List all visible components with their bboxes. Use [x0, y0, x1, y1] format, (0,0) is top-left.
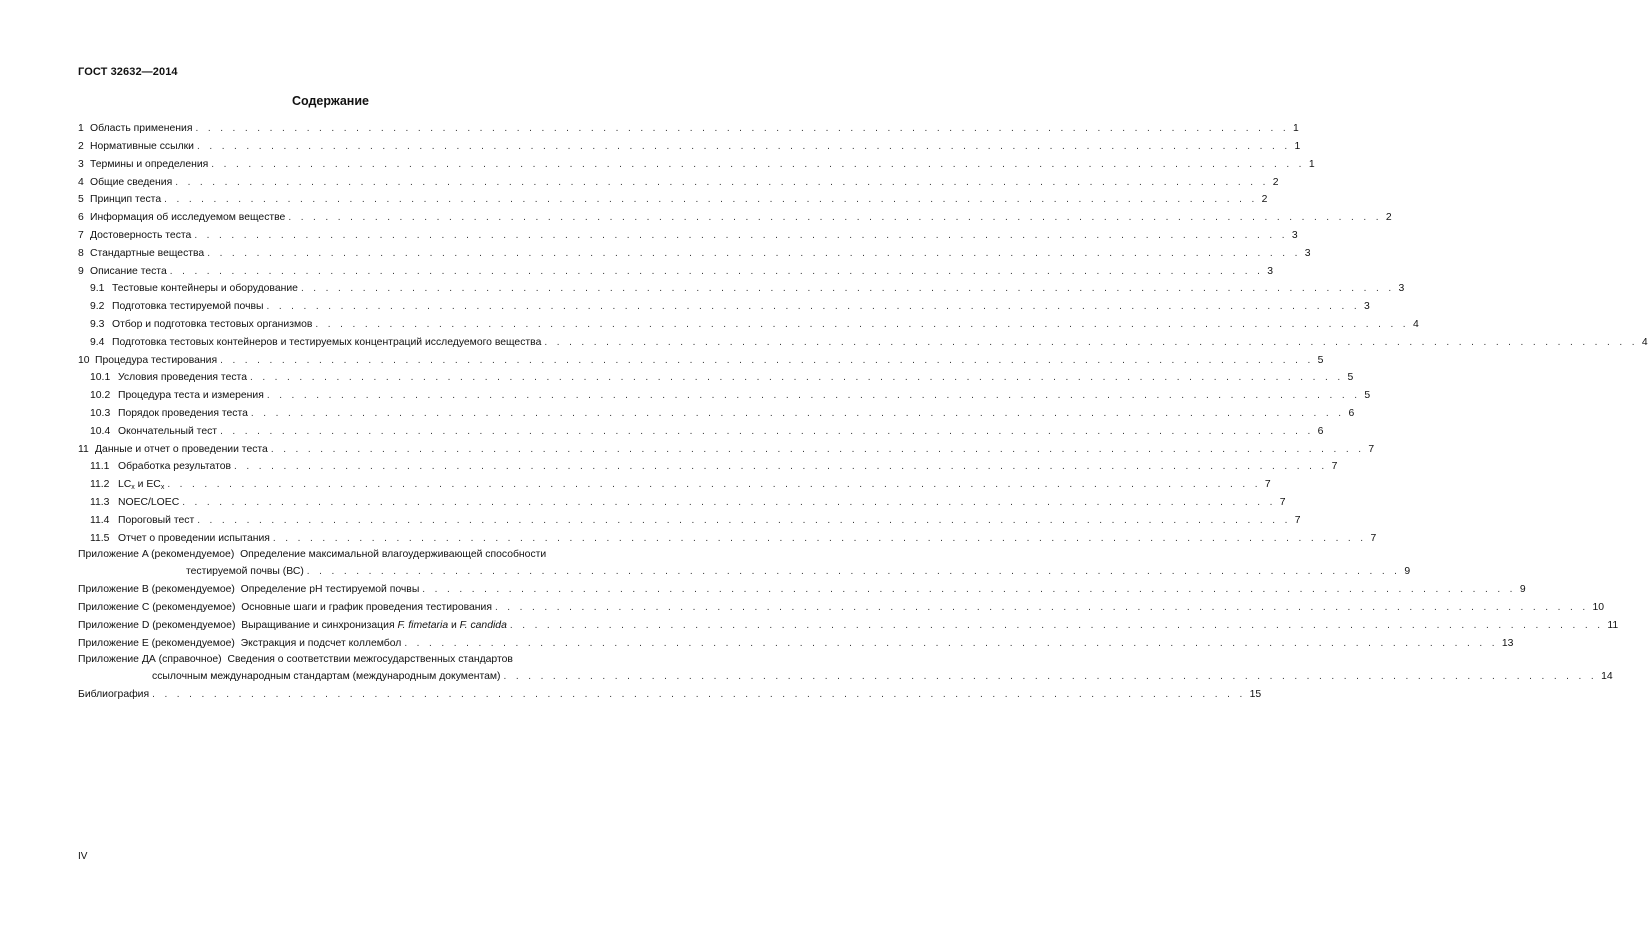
annex-entry-c[interactable]: Приложение C (рекомендуемое) Основные шаги и график проведения тестирования . . . . . . . . . . . . . . . . . . . . . . . . . . . . . . . . . . . . . . . . . . . . . . . . . . . . . . . . . . . . . . . . . . . . . . . . . . . . . . . . . . . . . . . . . 10	[78, 602, 1605, 613]
page-number: 14	[1601, 671, 1613, 682]
toc-entry[interactable]: 8 Стандартные вещества . . . . . . . . . . . . . . . . . . . . . . . . . . . . . . . . . . . . . . . . . . . . . . . . . . . . . . . . . . . . . . . . . . . . . . . . . . . . . . . . . . . . . . . . . 3	[78, 248, 1311, 259]
toc-entry[interactable]: 11.3 NOEC/LOEC . . . . . . . . . . . . . . . . . . . . . . . . . . . . . . . . . . . . . . . . . . . . . . . . . . . . . . . . . . . . . . . . . . . . . . . . . . . . . . . . . . . . . . . . . 7	[90, 497, 1286, 508]
page-number: 7	[1279, 497, 1286, 508]
annex-entry-e[interactable]: Приложение E (рекомендуемое) Экстракция и подсчет коллембол . . . . . . . . . . . . . . . . . . . . . . . . . . . . . . . . . . . . . . . . . . . . . . . . . . . . . . . . . . . . . . . . . . . . . . . . . . . . . . . . . . . . . . . . . 13	[78, 638, 1514, 649]
toc-entry[interactable]: 10.4 Окончательный тест . . . . . . . . . . . . . . . . . . . . . . . . . . . . . . . . . . . . . . . . . . . . . . . . . . . . . . . . . . . . . . . . . . . . . . . . . . . . . . . . . . . . . . . . . 6	[90, 426, 1324, 437]
page-number: 3	[1304, 248, 1311, 259]
annex-entry-da[interactable]: Приложение ДА (справочное) Сведения о соответствии межгосударственных стандартов	[78, 654, 513, 665]
page-number: 3	[1267, 266, 1274, 277]
page-number: 7	[1264, 479, 1271, 490]
toc-entry[interactable]: 10.1 Условия проведения теста . . . . . . . . . . . . . . . . . . . . . . . . . . . . . . . . . . . . . . . . . . . . . . . . . . . . . . . . . . . . . . . . . . . . . . . . . . . . . . . . . . . . . . . . . 5	[90, 372, 1354, 383]
page-number: 6	[1317, 426, 1324, 437]
toc-entry[interactable]: 9.1 Тестовые контейнеры и оборудование . . . . . . . . . . . . . . . . . . . . . . . . . . . . . . . . . . . . . . . . . . . . . . . . . . . . . . . . . . . . . . . . . . . . . . . . . . . . . . . . . . . . . . . . . 3	[90, 283, 1405, 294]
page-number: 3	[1364, 301, 1370, 312]
page-number: 7	[1368, 444, 1375, 455]
toc-entry[interactable]: 9.3 Отбор и подготовка тестовых организмов . . . . . . . . . . . . . . . . . . . . . . . . . . . . . . . . . . . . . . . . . . . . . . . . . . . . . . . . . . . . . . . . . . . . . . . . . . . . . . . . . . . . . . . . . 4	[90, 319, 1419, 330]
page-number: 2	[1272, 177, 1279, 188]
contents-title: Содержание	[291, 94, 369, 108]
toc-entry[interactable]: 9.2 Подготовка тестируемой почвы . . . . . . . . . . . . . . . . . . . . . . . . . . . . . . . . . . . . . . . . . . . . . . . . . . . . . . . . . . . . . . . . . . . . . . . . . . . . . . . . . . . . . . . . . 3	[90, 301, 1370, 312]
toc-entry[interactable]: 11.4 Пороговый тест . . . . . . . . . . . . . . . . . . . . . . . . . . . . . . . . . . . . . . . . . . . . . . . . . . . . . . . . . . . . . . . . . . . . . . . . . . . . . . . . . . . . . . . . . 7	[90, 515, 1301, 526]
page-number-footer: IV	[78, 851, 88, 862]
toc-entry[interactable]: 11 Данные и отчет о проведении теста . . . . . . . . . . . . . . . . . . . . . . . . . . . . . . . . . . . . . . . . . . . . . . . . . . . . . . . . . . . . . . . . . . . . . . . . . . . . . . . . . . . . . . . . . 7	[78, 444, 1375, 455]
page-number: 7	[1294, 515, 1301, 526]
toc-entry[interactable]: 1 Область применения . . . . . . . . . . . . . . . . . . . . . . . . . . . . . . . . . . . . . . . . . . . . . . . . . . . . . . . . . . . . . . . . . . . . . . . . . . . . . . . . . . . . . . . . . 1	[78, 123, 1299, 134]
page-number: 10	[1592, 602, 1605, 613]
toc-entry[interactable]: 6 Информация об исследуемом веществе . . . . . . . . . . . . . . . . . . . . . . . . . . . . . . . . . . . . . . . . . . . . . . . . . . . . . . . . . . . . . . . . . . . . . . . . . . . . . . . . . . . . . . . . . 2	[78, 212, 1392, 223]
toc-entry[interactable]: 11.5 Отчет о проведении испытания . . . . . . . . . . . . . . . . . . . . . . . . . . . . . . . . . . . . . . . . . . . . . . . . . . . . . . . . . . . . . . . . . . . . . . . . . . . . . . . . . . . . . . . . . 7	[90, 533, 1377, 544]
page-number: 11	[1607, 620, 1619, 631]
toc-entry[interactable]: 10.2 Процедура теста и измерения . . . . . . . . . . . . . . . . . . . . . . . . . . . . . . . . . . . . . . . . . . . . . . . . . . . . . . . . . . . . . . . . . . . . . . . . . . . . . . . . . . . . . . . . . 5	[90, 390, 1371, 401]
page-number: 4	[1412, 319, 1419, 330]
page-number: 15	[1249, 689, 1262, 700]
toc-entry[interactable]: 11.1 Обработка результатов . . . . . . . . . . . . . . . . . . . . . . . . . . . . . . . . . . . . . . . . . . . . . . . . . . . . . . . . . . . . . . . . . . . . . . . . . . . . . . . . . . . . . . . . . 7	[90, 461, 1338, 472]
page-number: 1	[1308, 159, 1315, 170]
page-number: 1	[1294, 141, 1301, 152]
toc-entry[interactable]: 9.4 Подготовка тестовых контейнеров и тестируемых концентраций исследуемого вещества . . . . . . . . . . . . . . . . . . . . . . . . . . . . . . . . . . . . . . . . . . . . . . . . . . . . . . . . . . . . . . . . . . . . . . . . . . . . . . . . . . . . . . . . . 4	[90, 337, 1648, 348]
page-number: 3	[1291, 230, 1298, 241]
page-number: 5	[1347, 372, 1354, 383]
toc-entry[interactable]: 2 Нормативные ссылки . . . . . . . . . . . . . . . . . . . . . . . . . . . . . . . . . . . . . . . . . . . . . . . . . . . . . . . . . . . . . . . . . . . . . . . . . . . . . . . . . . . . . . . . . 1	[78, 141, 1301, 152]
page-number: 6	[1348, 408, 1355, 419]
toc-entry[interactable]: 10.3 Порядок проведения теста . . . . . . . . . . . . . . . . . . . . . . . . . . . . . . . . . . . . . . . . . . . . . . . . . . . . . . . . . . . . . . . . . . . . . . . . . . . . . . . . . . . . . . . . . 6	[90, 408, 1355, 419]
document-header: ГОСТ 32632—2014	[78, 66, 178, 78]
page-number: 9	[1519, 584, 1526, 595]
page-number: 7	[1331, 461, 1338, 472]
toc-entry[interactable]: 9 Описание теста . . . . . . . . . . . . . . . . . . . . . . . . . . . . . . . . . . . . . . . . . . . . . . . . . . . . . . . . . . . . . . . . . . . . . . . . . . . . . . . . . . . . . . . . . 3	[78, 266, 1274, 277]
toc-entry[interactable]: 4 Общие сведения . . . . . . . . . . . . . . . . . . . . . . . . . . . . . . . . . . . . . . . . . . . . . . . . . . . . . . . . . . . . . . . . . . . . . . . . . . . . . . . . . . . . . . . . . 2	[78, 177, 1279, 188]
page-number: 5	[1317, 355, 1324, 366]
page-number: 2	[1385, 212, 1392, 223]
page-number: 2	[1261, 194, 1268, 205]
annex-entry-a-cont[interactable]: тестируемой почвы (ВС) . . . . . . . . . . . . . . . . . . . . . . . . . . . . . . . . . . . . . . . . . . . . . . . . . . . . . . . . . . . . . . . . . . . . . . . . . . . . . . . . . . . . . . . . . 9	[186, 566, 1411, 577]
page-number: 13	[1501, 638, 1514, 649]
page-number: 7	[1370, 533, 1377, 544]
toc-entry[interactable]: 7 Достоверность теста . . . . . . . . . . . . . . . . . . . . . . . . . . . . . . . . . . . . . . . . . . . . . . . . . . . . . . . . . . . . . . . . . . . . . . . . . . . . . . . . . . . . . . . . . 3	[78, 230, 1298, 241]
annex-entry-da-cont[interactable]: ссылочным международным стандартам (международным документам) . . . . . . . . . . . . . . . . . . . . . . . . . . . . . . . . . . . . . . . . . . . . . . . . . . . . . . . . . . . . . . . . . . . . . . . . . . . . . . . . . . . . . . . . . 14	[152, 671, 1613, 682]
toc-entry[interactable]: 5 Принцип теста . . . . . . . . . . . . . . . . . . . . . . . . . . . . . . . . . . . . . . . . . . . . . . . . . . . . . . . . . . . . . . . . . . . . . . . . . . . . . . . . . . . . . . . . . 2	[78, 194, 1268, 205]
page-number: 3	[1398, 283, 1405, 294]
annex-entry-a[interactable]: Приложение A (рекомендуемое) Определение максимальной влагоудерживающей способности	[78, 549, 547, 560]
page-number: 5	[1364, 390, 1371, 401]
toc-entry[interactable]: 11.2 $LC_x$ и $EC_x$ . . . . . . . . . . . . . . . . . . . . . . . . . . . . . . . . . . . . . . . . . . . . . . . . . . . . . . . . . . . . . . . . . . . . . . . . . . . . . . . . . . . . . . . . . 7	[90, 479, 1271, 491]
page-number: 1	[1293, 123, 1299, 134]
annex-entry-b[interactable]: Приложение B (рекомендуемое) Определение pH тестируемой почвы . . . . . . . . . . . . . . . . . . . . . . . . . . . . . . . . . . . . . . . . . . . . . . . . . . . . . . . . . . . . . . . . . . . . . . . . . . . . . . . . . . . . . . . . . 9	[78, 584, 1526, 595]
bibliography-entry[interactable]: Библиография . . . . . . . . . . . . . . . . . . . . . . . . . . . . . . . . . . . . . . . . . . . . . . . . . . . . . . . . . . . . . . . . . . . . . . . . . . . . . . . . . . . . . . . . . 15	[78, 689, 1262, 700]
toc-entry[interactable]: 10 Процедура тестирования . . . . . . . . . . . . . . . . . . . . . . . . . . . . . . . . . . . . . . . . . . . . . . . . . . . . . . . . . . . . . . . . . . . . . . . . . . . . . . . . . . . . . . . . . 5	[78, 355, 1324, 366]
toc-entry[interactable]: 3 Термины и определения . . . . . . . . . . . . . . . . . . . . . . . . . . . . . . . . . . . . . . . . . . . . . . . . . . . . . . . . . . . . . . . . . . . . . . . . . . . . . . . . . . . . . . . . . 1	[78, 159, 1315, 170]
page-number: 4	[1641, 337, 1648, 348]
page-number: 9	[1404, 566, 1411, 577]
annex-entry-d[interactable]: Приложение D (рекомендуемое) Выращивание и синхронизация F. fimetaria и F. candida . . . . . . . . . . . . . . . . . . . . . . . . . . . . . . . . . . . . . . . . . . . . . . . . . . . . . . . . . . . . . . . . . . . . . . . . . . . . . . . . . . . . . . . . . 11	[78, 620, 1619, 631]
